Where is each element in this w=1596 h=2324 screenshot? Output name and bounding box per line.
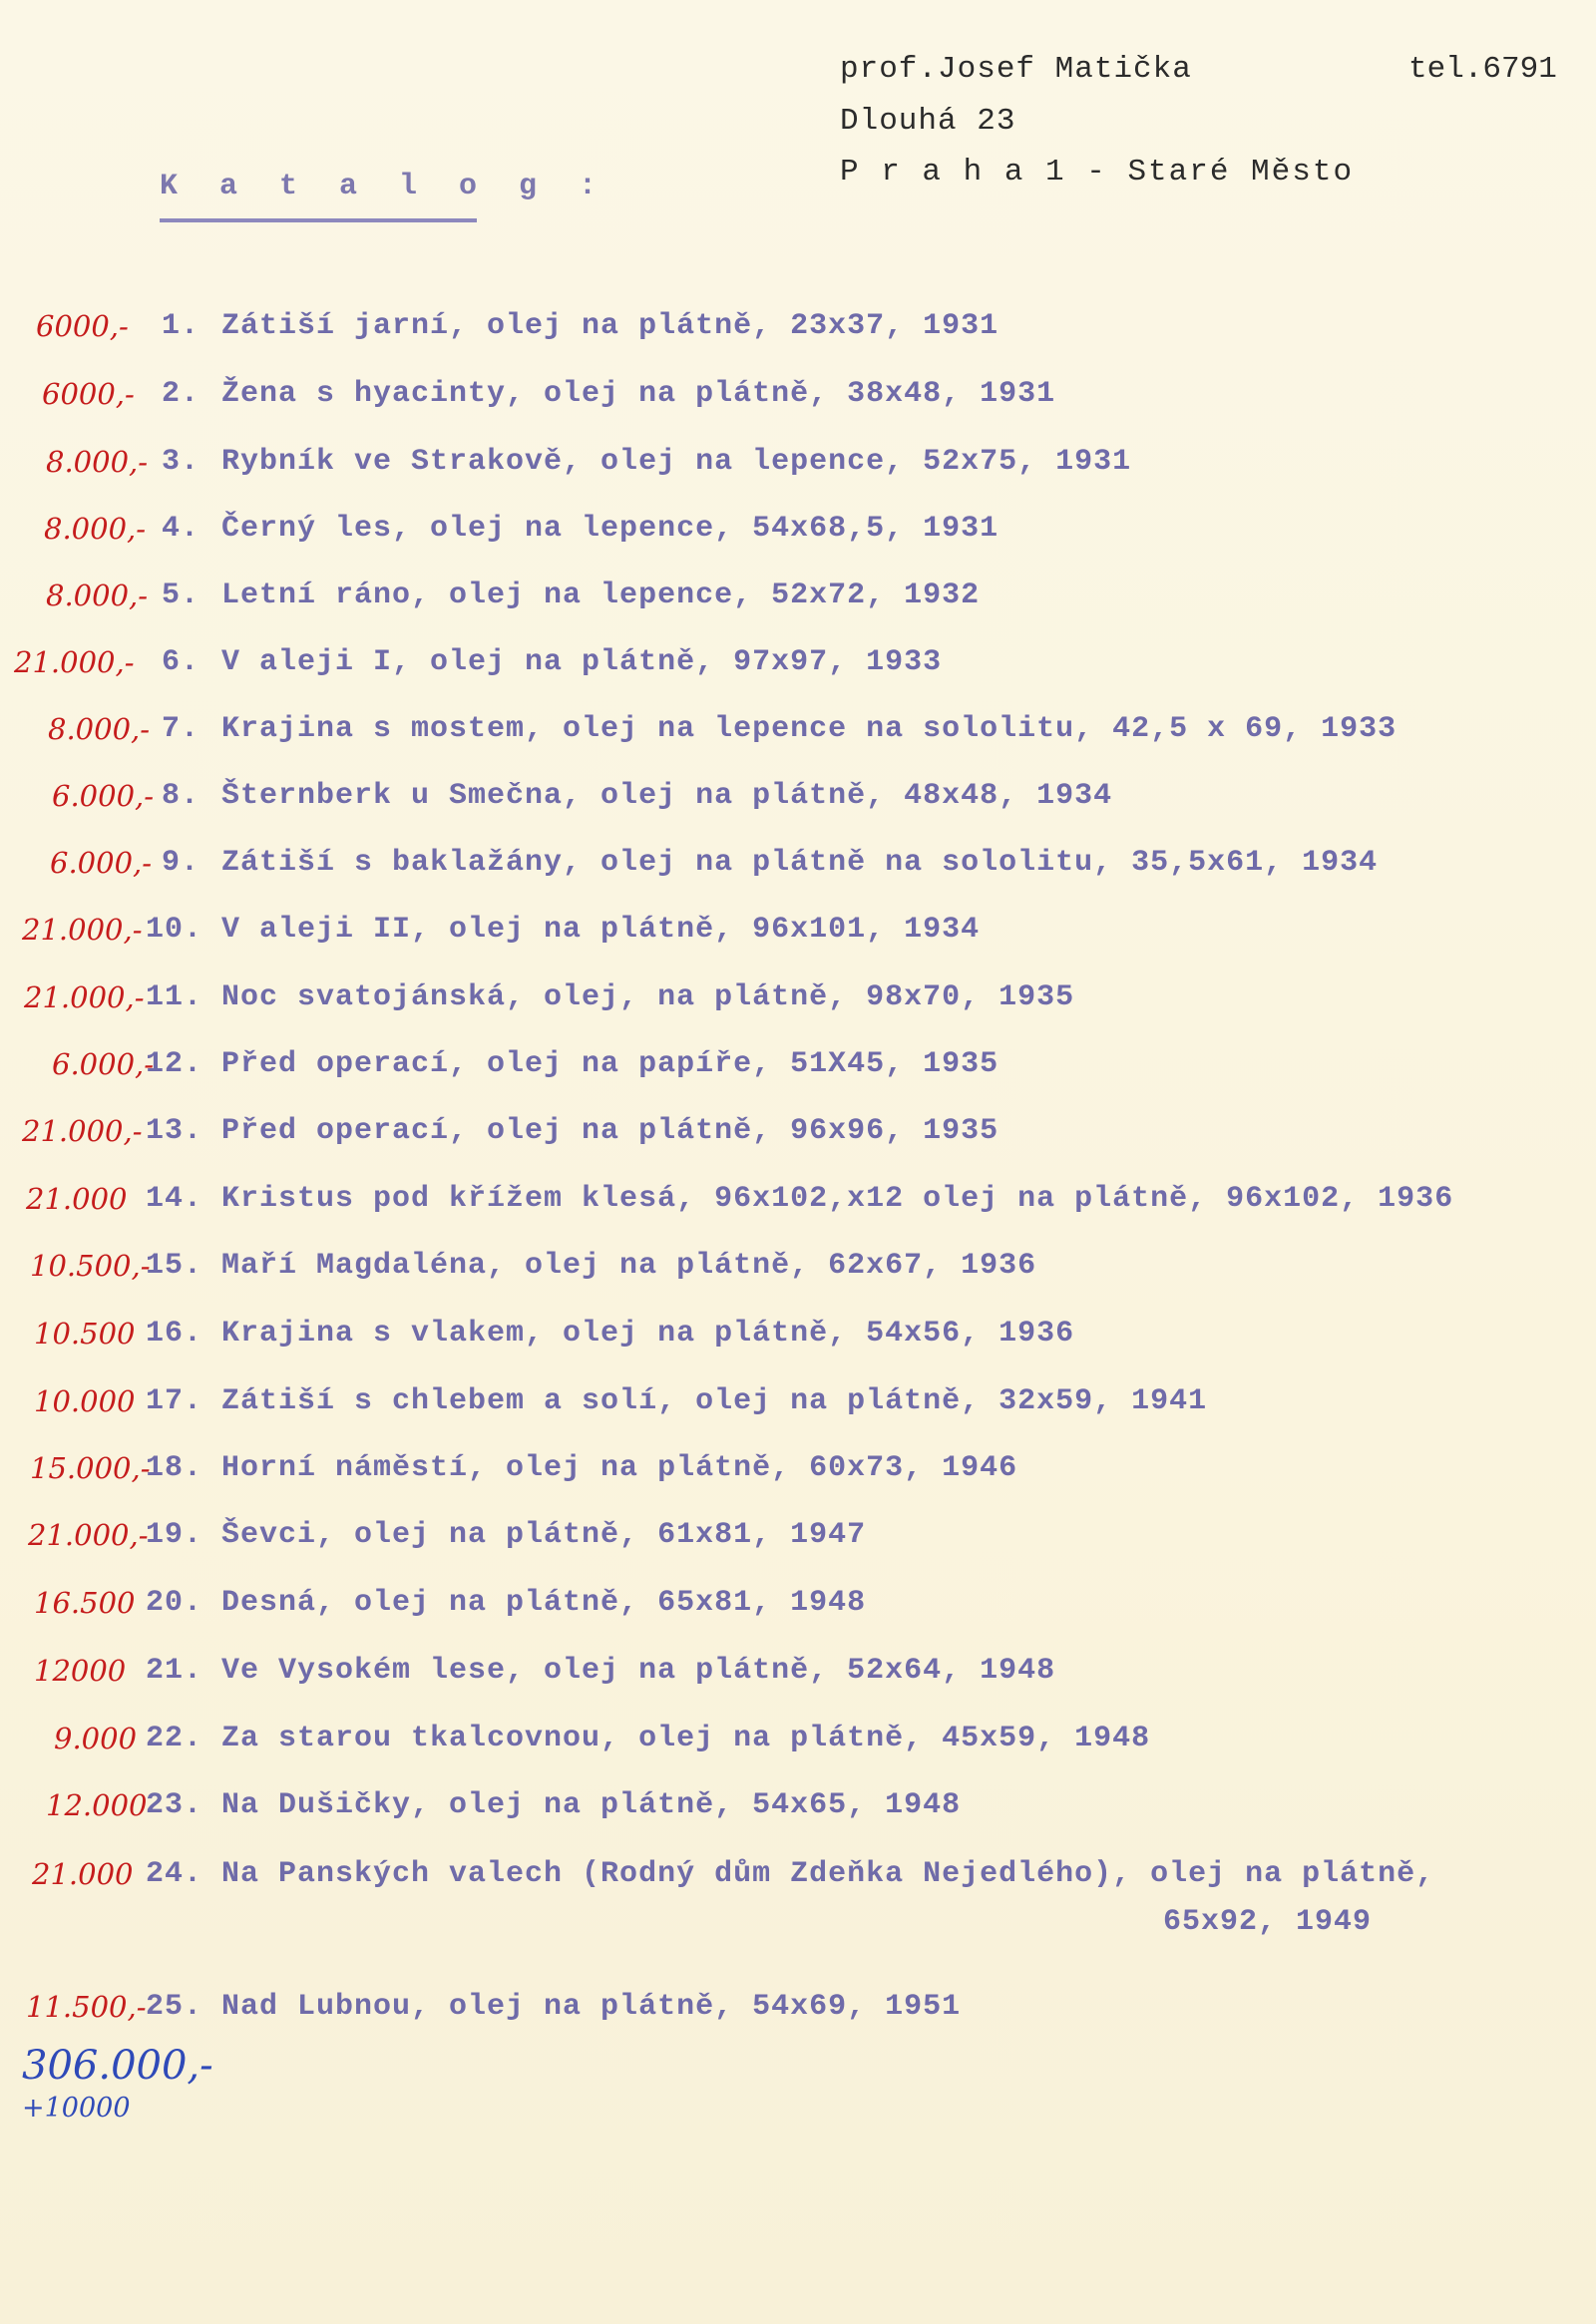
item-description: Nad Lubnou, olej na plátně, 54x69, 1951 bbox=[221, 1990, 962, 2024]
item-description: Kristus pod křížem klesá, 96x102,x12 olej na plátně, 96x102, 1936 bbox=[221, 1182, 1454, 1216]
item-description: Šternberk u Smečna, olej na plátně, 48x48, 1934 bbox=[221, 779, 1113, 813]
item-price: 6.000,- bbox=[52, 1047, 155, 1081]
item-price: 8.000,- bbox=[48, 712, 151, 746]
item-price: 9.000 bbox=[54, 1722, 138, 1755]
item-description-continuation: 65x92, 1949 bbox=[1163, 1905, 1373, 1939]
item-number: 6. bbox=[162, 645, 200, 679]
item-price: 21.000 bbox=[32, 1857, 134, 1891]
sender-city: P r a h a 1 - Staré Město bbox=[840, 155, 1355, 190]
handwritten-total: 306.000,- bbox=[22, 2043, 213, 2089]
sender-name: prof.Josef Matička bbox=[840, 52, 1192, 87]
item-price: 12.000 bbox=[46, 1788, 148, 1822]
catalog-title: K a t a l o g : bbox=[160, 170, 609, 203]
item-description: Desná, olej na plátně, 65x81, 1948 bbox=[221, 1586, 867, 1620]
item-price: 8.000,- bbox=[46, 445, 149, 479]
item-description: Horní náměstí, olej na plátně, 60x73, 1946 bbox=[221, 1451, 1018, 1485]
item-price: 21.000 bbox=[26, 1182, 128, 1216]
item-description: Za starou tkalcovnou, olej na plátně, 45x59, 1948 bbox=[221, 1722, 1151, 1755]
item-description: Žena s hyacinty, olej na plátně, 38x48, 1931 bbox=[221, 377, 1056, 411]
item-price: 6.000,- bbox=[52, 779, 155, 813]
item-description: Ve Vysokém lese, olej na plátně, 52x64, 1948 bbox=[221, 1654, 1056, 1688]
item-number: 8. bbox=[162, 779, 200, 813]
item-price: 6000,- bbox=[36, 309, 129, 343]
item-price: 21.000,- bbox=[22, 913, 143, 947]
item-price: 10.500 bbox=[34, 1317, 136, 1351]
item-description: Rybník ve Strakově, olej na lepence, 52x75, 1931 bbox=[221, 445, 1132, 479]
item-description: Noc svatojánská, olej, na plátně, 98x70, 1935 bbox=[221, 980, 1075, 1014]
item-number: 18. bbox=[146, 1451, 203, 1485]
sender-street: Dlouhá 23 bbox=[840, 104, 1016, 139]
catalog-title-underline bbox=[160, 218, 477, 222]
item-number: 23. bbox=[146, 1788, 203, 1822]
item-price: 16.500 bbox=[34, 1586, 136, 1620]
item-price: 8.000,- bbox=[46, 579, 149, 612]
item-number: 12. bbox=[146, 1047, 203, 1081]
item-description: Na Panských valech (Rodný dům Zdeňka Nejedlého), olej na plátně, bbox=[221, 1857, 1435, 1891]
item-number: 5. bbox=[162, 579, 200, 612]
item-description: Letní ráno, olej na lepence, 52x72, 1932 bbox=[221, 579, 981, 612]
item-number: 7. bbox=[162, 712, 200, 746]
item-description: Krajina s vlakem, olej na plátně, 54x56, 1936 bbox=[221, 1317, 1075, 1351]
item-number: 24. bbox=[146, 1857, 203, 1891]
item-price: 8.000,- bbox=[44, 512, 147, 546]
item-description: Černý les, olej na lepence, 54x68,5, 1931 bbox=[221, 512, 999, 546]
item-description: Zátiší jarní, olej na plátně, 23x37, 1931 bbox=[221, 309, 999, 343]
item-number: 17. bbox=[146, 1384, 203, 1418]
item-price: 21.000,- bbox=[28, 1518, 149, 1552]
item-number: 21. bbox=[146, 1654, 203, 1688]
item-number: 15. bbox=[146, 1249, 203, 1283]
item-price: 21.000,- bbox=[14, 645, 135, 679]
item-description: Před operací, olej na papíře, 51X45, 1935 bbox=[221, 1047, 999, 1081]
item-description: Krajina s mostem, olej na lepence na sololitu, 42,5 x 69, 1933 bbox=[221, 712, 1397, 746]
handwritten-addition: +10000 bbox=[22, 2093, 131, 2124]
item-number: 9. bbox=[162, 846, 200, 880]
item-price: 6.000,- bbox=[50, 846, 153, 880]
item-number: 13. bbox=[146, 1114, 203, 1148]
item-price: 10.500,- bbox=[30, 1249, 151, 1283]
item-number: 3. bbox=[162, 445, 200, 479]
item-number: 4. bbox=[162, 512, 200, 546]
item-number: 19. bbox=[146, 1518, 203, 1552]
item-number: 25. bbox=[146, 1990, 203, 2024]
item-price: 11.500,- bbox=[26, 1990, 147, 2024]
item-number: 10. bbox=[146, 913, 203, 947]
item-description: Zátiší s chlebem a solí, olej na plátně, 32x59, 1941 bbox=[221, 1384, 1208, 1418]
item-description: Maří Magdaléna, olej na plátně, 62x67, 1936 bbox=[221, 1249, 1037, 1283]
item-description: V aleji I, olej na plátně, 97x97, 1933 bbox=[221, 645, 943, 679]
item-price: 21.000,- bbox=[22, 1114, 143, 1148]
item-description: Zátiší s baklažány, olej na plátně na sololitu, 35,5x61, 1934 bbox=[221, 846, 1379, 880]
item-price: 21.000,- bbox=[24, 980, 145, 1014]
item-number: 16. bbox=[146, 1317, 203, 1351]
item-price: 6000,- bbox=[42, 377, 135, 411]
item-number: 14. bbox=[146, 1182, 203, 1216]
sender-phone: tel.6791 bbox=[1408, 52, 1557, 87]
item-price: 12000 bbox=[34, 1654, 127, 1688]
item-number: 20. bbox=[146, 1586, 203, 1620]
item-number: 11. bbox=[146, 980, 203, 1014]
item-description: Ševci, olej na plátně, 61x81, 1947 bbox=[221, 1518, 867, 1552]
item-description: Na Dušičky, olej na plátně, 54x65, 1948 bbox=[221, 1788, 962, 1822]
item-number: 2. bbox=[162, 377, 200, 411]
item-number: 22. bbox=[146, 1722, 203, 1755]
item-description: Před operací, olej na plátně, 96x96, 1935 bbox=[221, 1114, 999, 1148]
item-price: 10.000 bbox=[34, 1384, 136, 1418]
item-description: V aleji II, olej na plátně, 96x101, 1934 bbox=[221, 913, 981, 947]
item-number: 1. bbox=[162, 309, 200, 343]
item-price: 15.000,- bbox=[30, 1451, 151, 1485]
